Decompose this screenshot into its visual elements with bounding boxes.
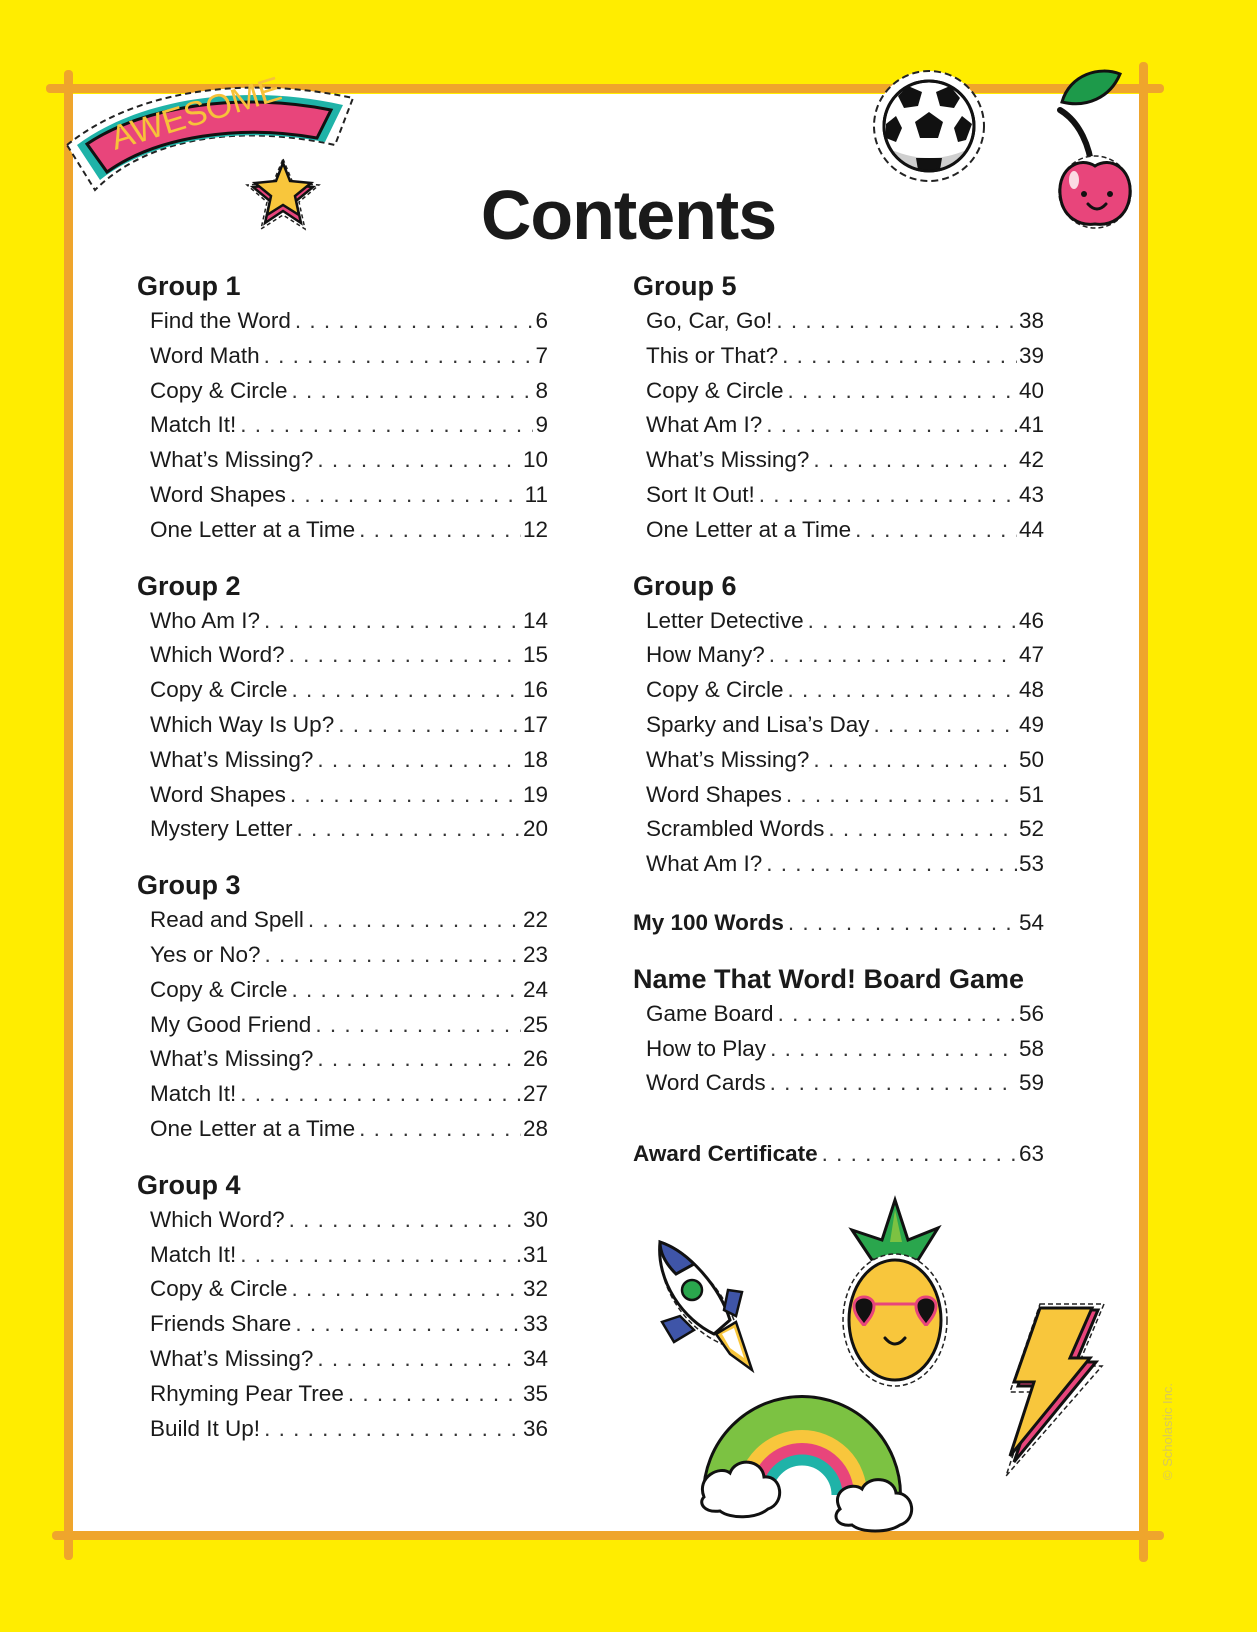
- page-title: Contents: [480, 175, 777, 254]
- entry-page-number: 35: [522, 1380, 548, 1406]
- entry-page-number: 32: [522, 1276, 548, 1302]
- frame-right-line: [1139, 62, 1148, 1562]
- toc-entry-my-100-words[interactable]: [633, 906, 1044, 941]
- entry-page-number: 38: [1018, 308, 1044, 333]
- toc-entry[interactable]: [633, 443, 1044, 478]
- leader-dots: [295, 304, 534, 339]
- leader-dots: [822, 1137, 1017, 1172]
- leader-dots: [292, 374, 534, 409]
- group-heading: Group 5: [633, 271, 737, 301]
- leader-dots: [770, 1032, 1017, 1067]
- entry-page-number: 26: [522, 1046, 548, 1072]
- toc-entry[interactable]: [633, 673, 1044, 708]
- toc-group-5: [633, 268, 1044, 548]
- entry-label: What’s Missing?: [646, 746, 810, 772]
- leader-dots: [788, 374, 1017, 409]
- entry-page-number: 58: [1018, 1035, 1044, 1061]
- entry-page-number: 49: [1018, 711, 1044, 737]
- entry-page-number: 19: [522, 781, 548, 807]
- toc-group-6: [633, 568, 1044, 882]
- entry-label: Copy & Circle: [150, 377, 288, 403]
- leader-dots: [359, 513, 521, 548]
- toc-entry[interactable]: [633, 708, 1044, 743]
- leader-dots: [292, 1272, 521, 1307]
- entry-label: Copy & Circle: [150, 976, 288, 1002]
- leader-dots: [788, 673, 1017, 708]
- entry-label: What’s Missing?: [150, 447, 314, 473]
- entry-label: What’s Missing?: [150, 1046, 314, 1072]
- entry-page-number: 30: [522, 1206, 548, 1232]
- entry-page-number: 17: [522, 711, 548, 737]
- toc-entry[interactable]: [137, 673, 548, 708]
- toc-entry[interactable]: [137, 1307, 548, 1342]
- toc-entry[interactable]: [137, 1042, 548, 1077]
- frame-left-line: [64, 70, 73, 1560]
- entry-label: Scrambled Words: [646, 816, 825, 842]
- entry-page-number: 27: [522, 1081, 548, 1107]
- toc-entry[interactable]: [137, 339, 548, 374]
- entry-page-number: 23: [522, 941, 548, 967]
- entry-label: Word Shapes: [150, 781, 286, 807]
- entry-label: What Am I?: [646, 851, 763, 877]
- leader-dots: [240, 1238, 521, 1273]
- entry-label: Letter Detective: [646, 607, 804, 633]
- leader-dots: [240, 408, 533, 443]
- toc-entry[interactable]: [633, 374, 1044, 409]
- toc-entry[interactable]: [633, 408, 1044, 443]
- rainbow-icon: [690, 1385, 930, 1535]
- toc-entry[interactable]: [137, 1342, 548, 1377]
- entry-page-number: 48: [1018, 677, 1044, 703]
- entry-label: One Letter at a Time: [646, 516, 852, 542]
- spacer: [137, 548, 548, 568]
- leader-dots: [264, 604, 521, 639]
- entry-page-number: 25: [522, 1011, 548, 1037]
- toc-entry[interactable]: [633, 1032, 1044, 1067]
- entry-page-number: 9: [535, 412, 548, 438]
- entry-label: Game Board: [646, 1000, 774, 1026]
- entry-page-number: 54: [1018, 909, 1044, 935]
- cherry-icon: [1040, 62, 1150, 232]
- entry-page-number: 59: [1018, 1070, 1044, 1096]
- entry-page-number: 28: [522, 1115, 548, 1141]
- toc-entry[interactable]: [137, 304, 548, 339]
- entry-label: Award Certificate: [633, 1141, 818, 1167]
- entry-page-number: 15: [522, 642, 548, 668]
- leader-dots: [828, 812, 1017, 847]
- leader-dots: [769, 638, 1017, 673]
- toc-entry[interactable]: [137, 638, 548, 673]
- leader-dots: [873, 708, 1017, 743]
- entry-page-number: 46: [1018, 607, 1044, 633]
- star-icon: [243, 155, 323, 235]
- toc-entry[interactable]: [137, 513, 548, 548]
- entry-label: Sparky and Lisa’s Day: [646, 711, 870, 737]
- leader-dots: [348, 1377, 521, 1412]
- entry-page-number: 53: [1018, 851, 1044, 877]
- entry-page-number: 36: [522, 1415, 548, 1441]
- entry-page-number: 10: [522, 447, 548, 473]
- entry-label: What’s Missing?: [150, 1345, 314, 1371]
- entry-page-number: 51: [1018, 781, 1044, 807]
- leader-dots: [297, 812, 521, 847]
- entry-label: This or That?: [646, 342, 779, 368]
- entry-page-number: 8: [535, 377, 548, 403]
- entry-label: One Letter at a Time: [150, 516, 356, 542]
- entry-page-number: 47: [1018, 642, 1044, 668]
- entry-label: Match It!: [150, 1241, 237, 1267]
- leader-dots: [264, 1412, 521, 1447]
- toc-right-column: [633, 268, 1044, 1172]
- group-heading: Group 2: [137, 570, 241, 601]
- entry-page-number: 11: [524, 481, 548, 507]
- entry-page-number: 43: [1018, 481, 1044, 507]
- toc-entry[interactable]: [137, 973, 548, 1008]
- entry-label: My 100 Words: [633, 909, 784, 935]
- entry-label: Match It!: [150, 412, 237, 438]
- leader-dots: [317, 443, 521, 478]
- toc-entry[interactable]: [633, 638, 1044, 673]
- leader-dots: [317, 1342, 521, 1377]
- leader-dots: [813, 443, 1017, 478]
- entry-page-number: 12: [522, 516, 548, 542]
- toc-entry[interactable]: [137, 708, 548, 743]
- leader-dots: [315, 1008, 521, 1043]
- toc-entry[interactable]: [137, 1272, 548, 1307]
- leader-dots: [766, 408, 1017, 443]
- entry-label: Word Shapes: [646, 781, 782, 807]
- leader-dots: [264, 339, 534, 374]
- group-heading: Group 3: [137, 870, 241, 901]
- entry-label: Go, Car, Go!: [646, 308, 773, 333]
- entry-label: Rhyming Pear Tree: [150, 1380, 344, 1406]
- entry-page-number: 7: [535, 342, 548, 368]
- toc-entry[interactable]: [633, 1066, 1044, 1101]
- leader-dots: [813, 743, 1017, 778]
- toc-group-3: [137, 867, 548, 1147]
- toc-entry[interactable]: [633, 513, 1044, 548]
- entry-label: Friends Share: [150, 1311, 292, 1337]
- leader-dots: [759, 478, 1017, 513]
- entry-page-number: 52: [1018, 816, 1044, 842]
- toc-entry[interactable]: [137, 1412, 548, 1447]
- toc-entry[interactable]: [137, 778, 548, 813]
- entry-label: Mystery Letter: [150, 816, 293, 842]
- toc-group-2: [137, 568, 548, 848]
- entry-page-number: 20: [522, 816, 548, 842]
- entry-page-number: 63: [1018, 1141, 1044, 1167]
- toc-entry[interactable]: [633, 812, 1044, 847]
- entry-label: Copy & Circle: [150, 677, 288, 703]
- group-heading: Name That Word! Board Game: [633, 963, 1025, 994]
- group-heading: Group 1: [137, 271, 241, 301]
- entry-label: What’s Missing?: [150, 746, 314, 772]
- toc-left-column: [137, 268, 548, 1446]
- toc-entry[interactable]: [137, 1203, 548, 1238]
- soccer-ball-icon: [870, 70, 990, 185]
- leader-dots: [317, 1042, 521, 1077]
- entry-page-number: 6: [535, 308, 548, 333]
- entry-page-number: 14: [522, 607, 548, 633]
- leader-dots: [240, 1077, 521, 1112]
- leader-dots: [289, 638, 521, 673]
- entry-page-number: 34: [522, 1345, 548, 1371]
- entry-page-number: 24: [522, 976, 548, 1002]
- toc-entry[interactable]: [137, 812, 548, 847]
- entry-label: What Am I?: [646, 412, 763, 438]
- entry-page-number: 16: [522, 677, 548, 703]
- toc-entry[interactable]: [137, 408, 548, 443]
- leader-dots: [308, 903, 521, 938]
- entry-label: Which Word?: [150, 1206, 285, 1232]
- toc-entry[interactable]: [633, 478, 1044, 513]
- copyright-notice: © Scholastic Inc.: [1160, 1382, 1175, 1480]
- toc-entry[interactable]: [137, 1077, 548, 1112]
- spacer: [137, 1147, 548, 1167]
- leader-dots: [290, 778, 521, 813]
- entry-label: My Good Friend: [150, 1011, 312, 1037]
- entry-label: One Letter at a Time: [150, 1115, 356, 1141]
- group-heading: Group 6: [633, 570, 737, 601]
- entry-page-number: 56: [1018, 1000, 1044, 1026]
- entry-label: Which Word?: [150, 642, 285, 668]
- toc-entry[interactable]: [137, 938, 548, 973]
- toc-group-4: [137, 1167, 548, 1447]
- entry-page-number: 31: [522, 1241, 548, 1267]
- leader-dots: [778, 997, 1017, 1032]
- leader-dots: [289, 1203, 521, 1238]
- leader-dots: [782, 339, 1017, 374]
- toc-entry[interactable]: [633, 604, 1044, 639]
- toc-entry[interactable]: [137, 1008, 548, 1043]
- spacer: [633, 548, 1044, 568]
- toc-entry[interactable]: [633, 997, 1044, 1032]
- entry-label: Copy & Circle: [150, 1276, 288, 1302]
- leader-dots: [295, 1307, 521, 1342]
- entry-label: Word Math: [150, 342, 260, 368]
- leader-dots: [265, 938, 521, 973]
- toc-entry[interactable]: [137, 478, 548, 513]
- entry-page-number: 41: [1018, 412, 1044, 438]
- entry-label: Sort It Out!: [646, 481, 755, 507]
- entry-page-number: 50: [1018, 746, 1044, 772]
- leader-dots: [855, 513, 1017, 548]
- toc-entry[interactable]: [633, 304, 1044, 339]
- spacer: [137, 847, 548, 867]
- entry-label: Read and Spell: [150, 907, 304, 933]
- toc-entry[interactable]: [633, 778, 1044, 813]
- entry-page-number: 42: [1018, 447, 1044, 473]
- entry-label: Copy & Circle: [646, 377, 784, 403]
- pineapple-icon: [830, 1190, 960, 1390]
- leader-dots: [786, 778, 1017, 813]
- toc-entry[interactable]: [137, 374, 548, 409]
- entry-label: Build It Up!: [150, 1415, 261, 1441]
- leader-dots: [292, 673, 521, 708]
- toc-entry[interactable]: [633, 339, 1044, 374]
- entry-page-number: 18: [522, 746, 548, 772]
- toc-entry[interactable]: [137, 903, 548, 938]
- group-heading: Group 4: [137, 1169, 241, 1200]
- entry-label: Find the Word: [150, 308, 291, 333]
- entry-label: Match It!: [150, 1081, 237, 1107]
- entry-label: Word Shapes: [150, 481, 286, 507]
- entry-label: Who Am I?: [150, 607, 261, 633]
- entry-page-number: 33: [522, 1311, 548, 1337]
- entry-page-number: 22: [522, 907, 548, 933]
- leader-dots: [788, 906, 1017, 941]
- lightning-bolt-icon: [1000, 1300, 1110, 1480]
- spacer: [633, 882, 1044, 906]
- leader-dots: [359, 1112, 521, 1147]
- entry-page-number: 39: [1018, 342, 1044, 368]
- spacer: [633, 941, 1044, 961]
- awesome-banner-text: AWESOME: [106, 69, 286, 158]
- frame-bottom-line: [52, 1531, 1164, 1540]
- entry-page-number: 44: [1018, 516, 1044, 542]
- entry-label: Copy & Circle: [646, 677, 784, 703]
- leader-dots: [338, 708, 521, 743]
- toc-entry[interactable]: [633, 847, 1044, 882]
- leader-dots: [290, 478, 523, 513]
- toc-entry-award-certificate[interactable]: [633, 1137, 1044, 1172]
- leader-dots: [317, 743, 521, 778]
- toc-entry[interactable]: [137, 1377, 548, 1412]
- spacer: [633, 1101, 1044, 1137]
- toc-entry[interactable]: [137, 443, 548, 478]
- toc-entry[interactable]: [137, 604, 548, 639]
- entry-label: Yes or No?: [150, 941, 261, 967]
- leader-dots: [770, 1066, 1017, 1101]
- entry-label: Which Way Is Up?: [150, 711, 335, 737]
- leader-dots: [776, 304, 1017, 339]
- entry-label: How to Play: [646, 1035, 767, 1061]
- leader-dots: [808, 604, 1017, 639]
- toc-entry[interactable]: [137, 743, 548, 778]
- toc-entry[interactable]: [137, 1112, 548, 1147]
- entry-label: How Many?: [646, 642, 765, 668]
- toc-entry[interactable]: [137, 1238, 548, 1273]
- toc-group-board-game: [633, 961, 1044, 1101]
- entry-label: Word Cards: [646, 1070, 766, 1096]
- toc-entry[interactable]: [633, 743, 1044, 778]
- leader-dots: [766, 847, 1017, 882]
- toc-group-1: [137, 268, 548, 548]
- rocket-icon: [640, 1230, 770, 1380]
- entry-label: What’s Missing?: [646, 447, 810, 473]
- entry-page-number: 40: [1018, 377, 1044, 403]
- leader-dots: [292, 973, 521, 1008]
